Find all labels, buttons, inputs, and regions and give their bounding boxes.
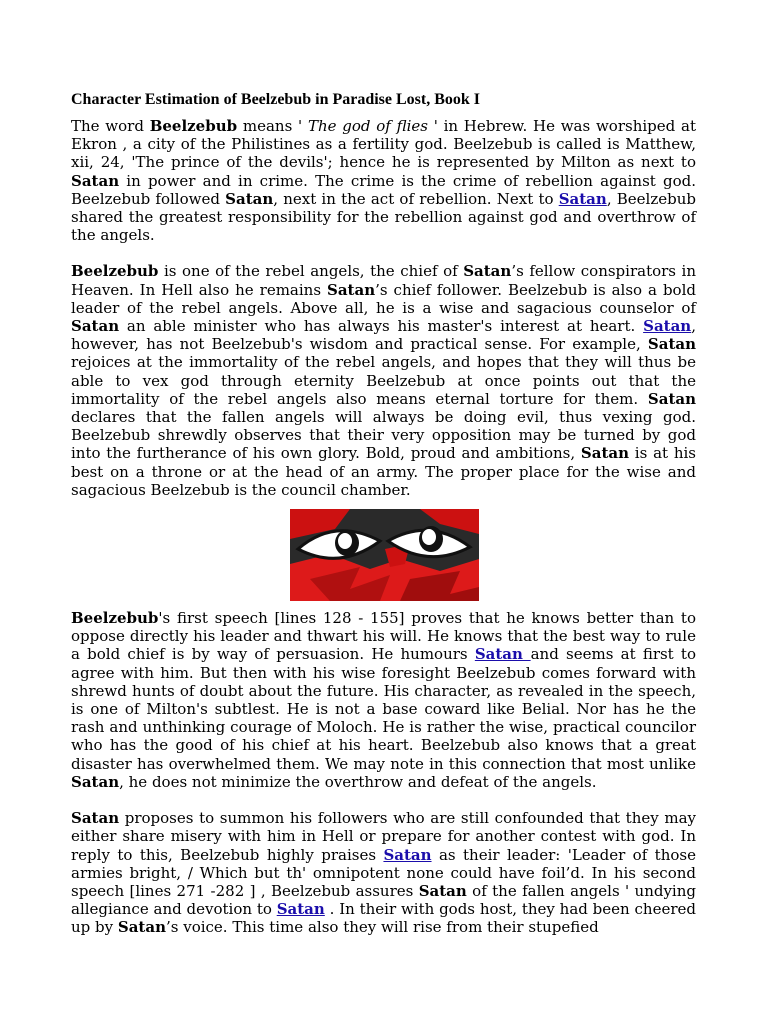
text: ' in Hebrew. He was worshiped at Ekron , a city of the Philistines as a fertility god. Beelzebub is called is Matthew, xii, 24, 'The prince of the devils'; hence he is represented by Milton as next to — [71, 117, 696, 172]
text: ’s fellow conspirators in Heaven. In Hell also he remains — [71, 262, 696, 299]
bold-term: Beelzebub — [149, 117, 238, 135]
bold-term: Satan — [71, 171, 120, 190]
text: ’s voice. This time also they will rise from their stupefied — [165, 918, 599, 937]
bold-term: Satan — [647, 389, 696, 408]
text: . In their with gods host, they had been cheered up by — [71, 900, 696, 937]
text: declares that the fallen angels will always be doing evil, thus vexing god. Beelzebub shrewdly observes that their very opposition may be turned by god into the furtherance of his own glory. Bold, proud and ambitions, — [71, 408, 696, 463]
bold-term: Satan — [580, 444, 629, 463]
text: , Beelzebub shared the greatest responsibility for the rebellion against god and overthrow of the angels. — [71, 189, 696, 245]
bold-term: Beelzebub — [71, 609, 159, 628]
paragraph-2 — [71, 262, 696, 499]
satan-link[interactable]: Satan — [558, 189, 607, 208]
text: and seems at first to agree with him. But then with his wise foresight Beelzebub comes forward with shrewd hunts of doubt about the future. His character, as revealed in the speech, is one of Milton's subtlest. He is not a base coward like Belial. Nor has he the rash and unthinking courage of Moloch. He is rather the wise, practical councilor who has the good of his chief at his heart. Beelzebub also knows that a great disaster has overwhelmed them. We may note in this connection that most unlike — [71, 645, 696, 773]
text: The word — [71, 117, 150, 135]
article — [71, 90, 696, 937]
text: , next in the act of rebellion. Next to — [273, 189, 559, 208]
text: , he does not minimize the overthrow and defeat of the angels. — [119, 772, 597, 791]
satan-link[interactable]: Satan — [276, 900, 325, 919]
bold-term: Satan — [71, 317, 120, 336]
bold-term: Satan — [463, 262, 512, 281]
satan-link[interactable]: Satan — [383, 845, 432, 864]
bold-term: Satan — [71, 772, 120, 791]
figure — [71, 509, 696, 601]
text: means ' — [237, 117, 308, 135]
italic-term: The god of flies — [307, 117, 428, 135]
text: 's first speech [lines 128 - 155] proves that he knows better than to oppose directly his leader and thwart his will. He knows that the best way to rule a bold chief is by way of persuasion. He humours — [71, 609, 696, 664]
bold-term: Satan — [117, 918, 166, 937]
text: ’s chief follower. Beelzebub is also a bold leader of the rebel angels. Above all, he is a wise and sagacious counselor of — [71, 280, 696, 317]
text: of the fallen angels ' undying allegiance and devotion to — [71, 881, 696, 919]
paragraph-3 — [71, 609, 696, 791]
text: in power and in crime. The crime is the crime of rebellion against god. Beelzebub followed — [71, 171, 696, 208]
article-title: Character Estimation of Beelzebub in Paradise Lost, Book I — [71, 91, 481, 108]
eyes-illustration — [290, 509, 479, 601]
text: an able minister who has always his master's interest at heart. — [119, 317, 644, 336]
text: is one of the rebel angels, the chief of — [158, 262, 464, 281]
bold-term: Satan — [327, 280, 376, 299]
bold-term: Satan — [647, 335, 696, 354]
text: rejoices at the immortality of the rebel angels, and hopes that they will thus be able to vex god through eternity Beelzebub at once points out that the immortality of the rebel angels also means eternal torture for them. — [71, 353, 696, 408]
bold-term: Satan — [71, 809, 120, 828]
text: proposes to summon his followers who are still confounded that they may either share misery with him in Hell or prepare for another contest with god. In reply to this, Beelzebub highly praises — [71, 809, 696, 864]
text: as their leader: 'Leader of those armies bright, / Which but th' omnipotent none could have foil’d. In his second speech [lines 271 -282 ] , Beelzebub assures — [71, 845, 696, 900]
bold-term: Satan — [225, 189, 274, 208]
text: is at his best on a throne or at the head of an army. The proper place for the wise and sagacious Beelzebub is the council chamber. — [71, 444, 696, 499]
satan-link[interactable]: Satan — [474, 645, 531, 664]
bold-term: Satan — [418, 881, 467, 900]
paragraph-1 — [71, 117, 696, 244]
text: , however, has not Beelzebub's wisdom and practical sense. For example, — [71, 317, 696, 354]
satan-link[interactable]: Satan — [643, 317, 692, 336]
bold-term: Beelzebub — [71, 262, 159, 281]
paragraph-4 — [71, 809, 696, 936]
